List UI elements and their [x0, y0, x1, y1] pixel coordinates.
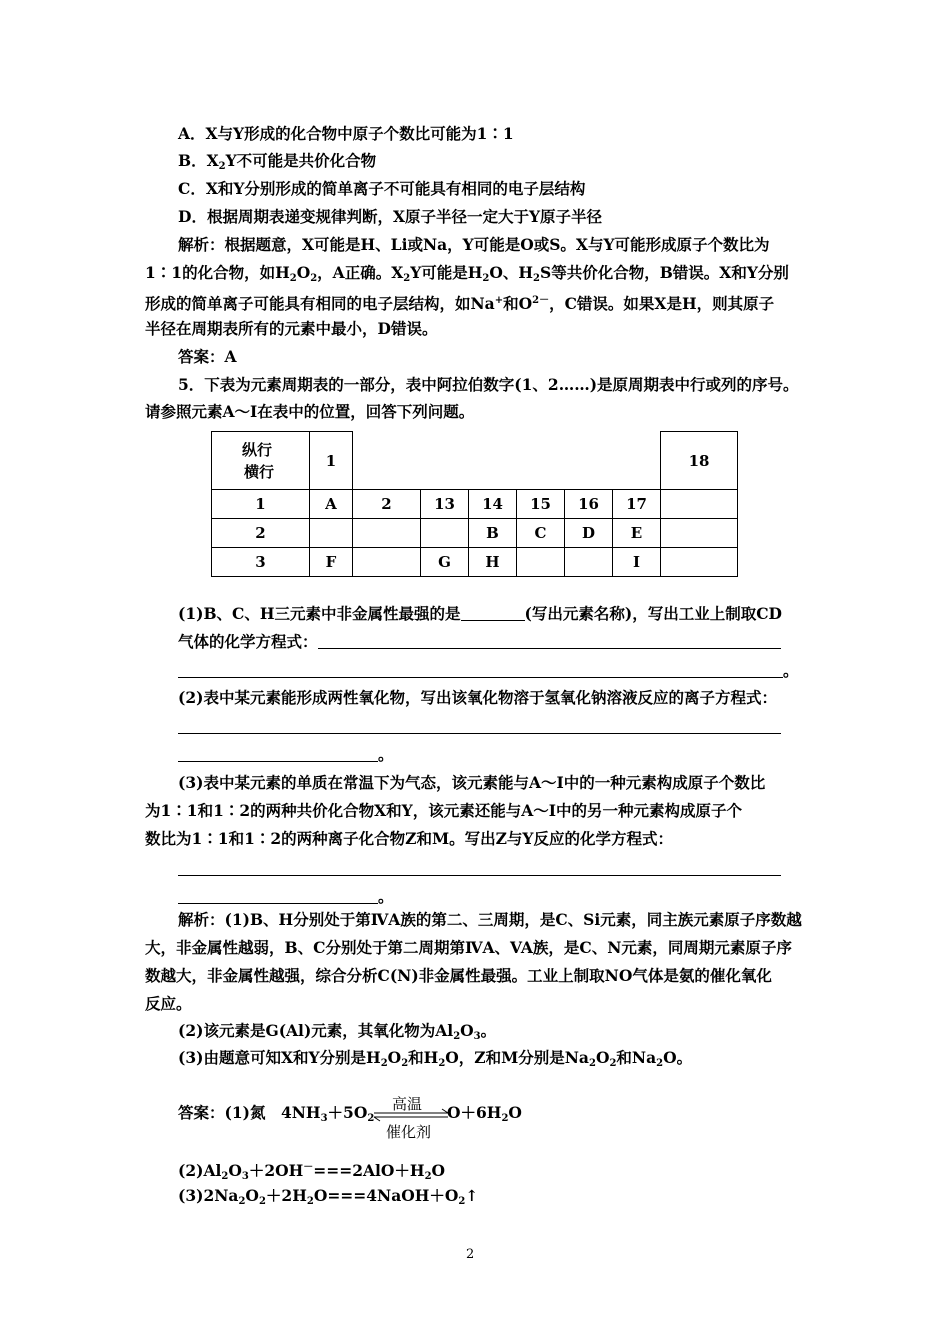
table-cell — [353, 519, 421, 548]
page-number: 2 — [466, 1247, 475, 1262]
option-a: A．X与Y形成的化合物中原子个数比可能为1∶1 — [178, 124, 514, 143]
option-c: C．X和Y分别形成的简单离子不可能具有相同的电子层结构 — [178, 179, 586, 198]
answer-blank[interactable] — [318, 634, 781, 649]
table-cell — [421, 519, 469, 548]
q4-explanation-line4: 半径在周期表所有的元素中最小，D错误。 — [145, 319, 438, 338]
table-cell: D — [565, 519, 613, 548]
q5-part2-line3: 。 — [178, 745, 394, 765]
table-cell: G — [421, 548, 469, 577]
answer-blank[interactable] — [178, 747, 378, 762]
q5-explanation-line1: 解析：(1)B、H分别处于第ⅣA族的第二、三周期，是C、Si元素，同主族元素原子序数越 — [178, 910, 802, 929]
table-cell: B — [469, 519, 517, 548]
table-cell: C — [517, 519, 565, 548]
table-cell: E — [613, 519, 661, 548]
condition-top: 高温 — [392, 1095, 423, 1113]
q5-part3-line1: (3)表中某元素的单质在常温下为气态，该元素能与A～I中的一种元素构成原子个数比 — [178, 773, 766, 792]
reaction-arrow — [372, 1093, 452, 1141]
table-cell: 16 — [565, 490, 613, 519]
q5-answer-part1: 答案：(1)氮 $4NH_3+5O_2$ — [178, 1103, 375, 1124]
answer-blank[interactable] — [178, 663, 783, 678]
col-header-1: 1 — [310, 432, 353, 490]
q4-explanation-line3: 形成的简单离子可能具有相同的电子层结构，如Na+和$O^{2-}$，C错误。如果X是H，则其原子 — [145, 294, 775, 313]
q5-answer-part2: $(2)Al_2O_3+2OH^-===2AlO+H_2O$ — [178, 1161, 446, 1182]
q5-explanation-part2: (2)该元素是G(Al)元素，其氧化物为$Al_2O_3$。 — [178, 1021, 497, 1042]
q5-stem-line2: 请参照元素A～I在表中的位置，回答下列问题。 — [145, 402, 475, 421]
q5-part2-line2 — [178, 717, 781, 737]
q4-answer: 答案：A — [178, 347, 237, 366]
table-cell: 17 — [613, 490, 661, 519]
table-cell — [353, 548, 421, 577]
q4-explanation-line1: 解析：根据题意，X可能是H、Li或Na，Y可能是O或S。X与Y可能形成原子个数比为 — [178, 235, 770, 254]
q5-part3-line4 — [178, 859, 781, 879]
row-header: 3 — [212, 548, 310, 577]
q5-explanation-part3: (3)由题意可知X和Y分别是$H_2O_2$和$H_2O$，Z和M分别是$Na_2O_2$和$Na_2O$。 — [178, 1048, 693, 1069]
q5-part1-line2: 气体的化学方程式： — [178, 632, 781, 652]
table-cell — [310, 519, 353, 548]
table-corner-cell — [212, 432, 310, 490]
row-header: 1 — [212, 490, 310, 519]
table-cell: F — [310, 548, 353, 577]
corner-bottom-label: 横行 — [244, 462, 275, 481]
table-cell — [661, 519, 738, 548]
table-cell: I — [613, 548, 661, 577]
answer-blank[interactable] — [461, 606, 525, 621]
table-cell: 15 — [517, 490, 565, 519]
answer-blank[interactable] — [178, 719, 781, 734]
condition-bottom: 催化剂 — [386, 1123, 432, 1141]
answer-blank[interactable] — [178, 889, 378, 904]
table-cell: A — [310, 490, 353, 519]
col-header-18: 18 — [661, 432, 738, 490]
q5-explanation-line4: 反应。 — [145, 994, 192, 1013]
q5-part3-line3: 数比为1∶1和1∶2的两种离子化合物Z和M。写出Z与Y反应的化学方程式： — [145, 829, 673, 848]
q5-part2-line1: (2)表中某元素能形成两性氧化物，写出该氧化物溶于氢氧化钠溶液反应的离子方程式： — [178, 688, 777, 707]
q5-answer-part1-products: $O+6H_2O$ — [447, 1103, 522, 1124]
q5-explanation-line2: 大，非金属性越弱，B、C分别处于第二周期第ⅣA、VA族，是C、N元素，同周期元素原子序 — [145, 938, 792, 957]
table-cell: 13 — [421, 490, 469, 519]
row-header: 2 — [212, 519, 310, 548]
table-cell — [517, 548, 565, 577]
table-cell: 14 — [469, 490, 517, 519]
q5-explanation-line3: 数越大，非金属性越强，综合分析C(N)非金属性最强。工业上制取NO气体是氨的催化氧化 — [145, 966, 772, 985]
option-d: D．根据周期表递变规律判断，X原子半径一定大于Y原子半径 — [178, 207, 603, 226]
periodic-table — [211, 431, 738, 577]
q5-stem-line1: 5．下表为元素周期表的一部分，表中阿拉伯数字(1、2……)是原周期表中行或列的序号。 — [178, 375, 799, 394]
q5-part1-line1: (1)B、C、H三元素中非金属性最强的是 (写出元素名称)，写出工业上制取CD — [178, 604, 782, 623]
q5-part1-line3: 。 — [178, 661, 799, 681]
option-b: B．$X_2Y$不可能是共价化合物 — [178, 151, 377, 172]
table-cell: H — [469, 548, 517, 577]
q5-part3-line5: 。 — [178, 887, 394, 907]
q4-explanation-line2: 1∶1的化合物，如$H_2O_2$，A正确。$X_2Y$可能是$H_2O$、$H_2S$等共价化合物，B错误。X和Y分别 — [145, 263, 789, 284]
table-gap — [353, 432, 661, 490]
table-cell — [661, 548, 738, 577]
q5-part3-line2: 为1∶1和1∶2的两种共价化合物X和Y，该元素还能与A～I中的另一种元素构成原子个 — [145, 801, 743, 820]
table-cell: 2 — [353, 490, 421, 519]
answer-blank[interactable] — [178, 861, 781, 876]
q5-answer-part3: $(3)2Na_2O_2+2H_2O===4NaOH+O_2↑$ — [178, 1186, 479, 1207]
corner-top-label: 纵行 — [242, 440, 273, 459]
table-cell — [565, 548, 613, 577]
table-cell — [661, 490, 738, 519]
